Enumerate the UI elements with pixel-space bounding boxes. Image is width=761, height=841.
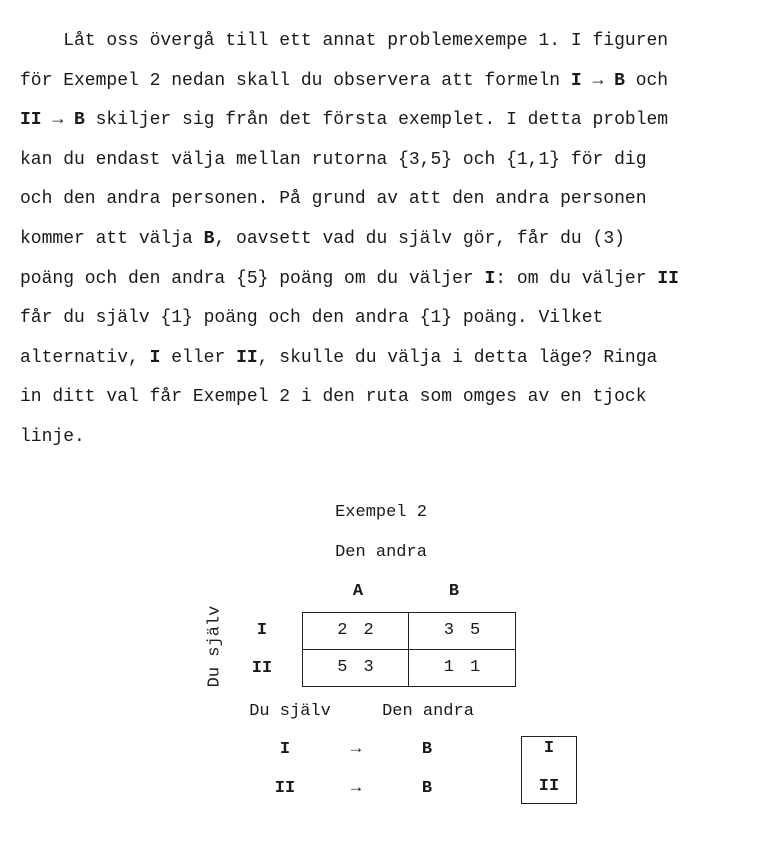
paragraph-line (20, 260, 745, 300)
row-header-i: I (256, 621, 268, 640)
paragraph-line (20, 299, 745, 339)
paragraph-line (20, 339, 745, 379)
column-player-label: Den andra (335, 543, 427, 562)
matrix-cell-i-b: 3 5 (409, 613, 515, 650)
text-run: II → B (20, 110, 85, 131)
text-run: kan du endast välja mellan rutorna {3,5} och {1,1} för dig (20, 149, 647, 170)
matrix-cell-ii-a: 5 3 (303, 650, 409, 687)
text-run: och den andra personen. På grund av att den andra personen (20, 189, 647, 210)
paragraph-line (20, 418, 745, 458)
text-run: och (624, 70, 669, 91)
paragraph-line (20, 141, 745, 181)
column-header-a: A (352, 582, 364, 601)
text-run: kommer att välja (20, 228, 204, 249)
text-run: alternativ, (20, 347, 150, 368)
text-run: : om du väljer (495, 268, 658, 289)
paragraph-line (20, 62, 745, 102)
row-header-ii: II (251, 659, 273, 678)
text-run: poäng och den andra {5} poäng om du väljer (20, 268, 485, 289)
answer-box[interactable] (521, 736, 577, 804)
instruction-paragraph (20, 22, 745, 458)
matrix-cell-ii-b: 1 1 (443, 658, 481, 678)
text-run: I (484, 268, 496, 289)
formula-right-header: Den andra (382, 702, 474, 721)
answer-option-ii[interactable]: II (538, 777, 560, 796)
paragraph-line (20, 180, 745, 220)
formula-row2-right: B (421, 779, 433, 798)
text-run: eller (160, 347, 237, 368)
text-run: linje. (20, 426, 85, 447)
formula-left-header: Du själv (249, 702, 331, 721)
text-run: får du själv {1} poäng och den andra {1} poäng. Vilket (20, 308, 604, 329)
row-player-label: Du själv (205, 605, 225, 687)
formula-row1-left: I (279, 740, 291, 759)
paragraph-line (20, 22, 745, 62)
formula-row1-right: B (421, 740, 433, 759)
text-run: B (203, 228, 215, 249)
text-run: , skulle du välja i detta läge? Ringa (257, 347, 658, 368)
text-run: för Exempel 2 nedan skall du observera att formeln (20, 70, 571, 91)
text-run: , oavsett vad du själv gör, får du (3) (214, 228, 625, 249)
text-run: I → B (570, 70, 625, 91)
text-run: in ditt val får Exempel 2 i den ruta som omges av en tjock (20, 387, 647, 408)
matrix-cell-i-a: 2 2 (303, 613, 409, 650)
paragraph-line (20, 220, 745, 260)
column-header-b: B (448, 582, 460, 601)
payoff-matrix (302, 612, 516, 687)
paragraph-line (20, 101, 745, 141)
formula-row2-arrow: → (350, 779, 362, 798)
text-run: II (657, 268, 679, 289)
text-run: skiljer sig från det första exemplet. I detta problem (84, 110, 669, 131)
formula-row2-left: II (274, 779, 296, 798)
text-run: II (236, 347, 258, 368)
text-run: Låt oss övergå till ett annat problemexempe 1. I figuren (20, 31, 669, 51)
figure-title: Exempel 2 (335, 503, 427, 522)
answer-option-i[interactable]: I (543, 739, 555, 758)
text-run: I (149, 347, 161, 368)
paragraph-line (20, 378, 745, 418)
formula-row1-arrow: → (350, 740, 362, 759)
